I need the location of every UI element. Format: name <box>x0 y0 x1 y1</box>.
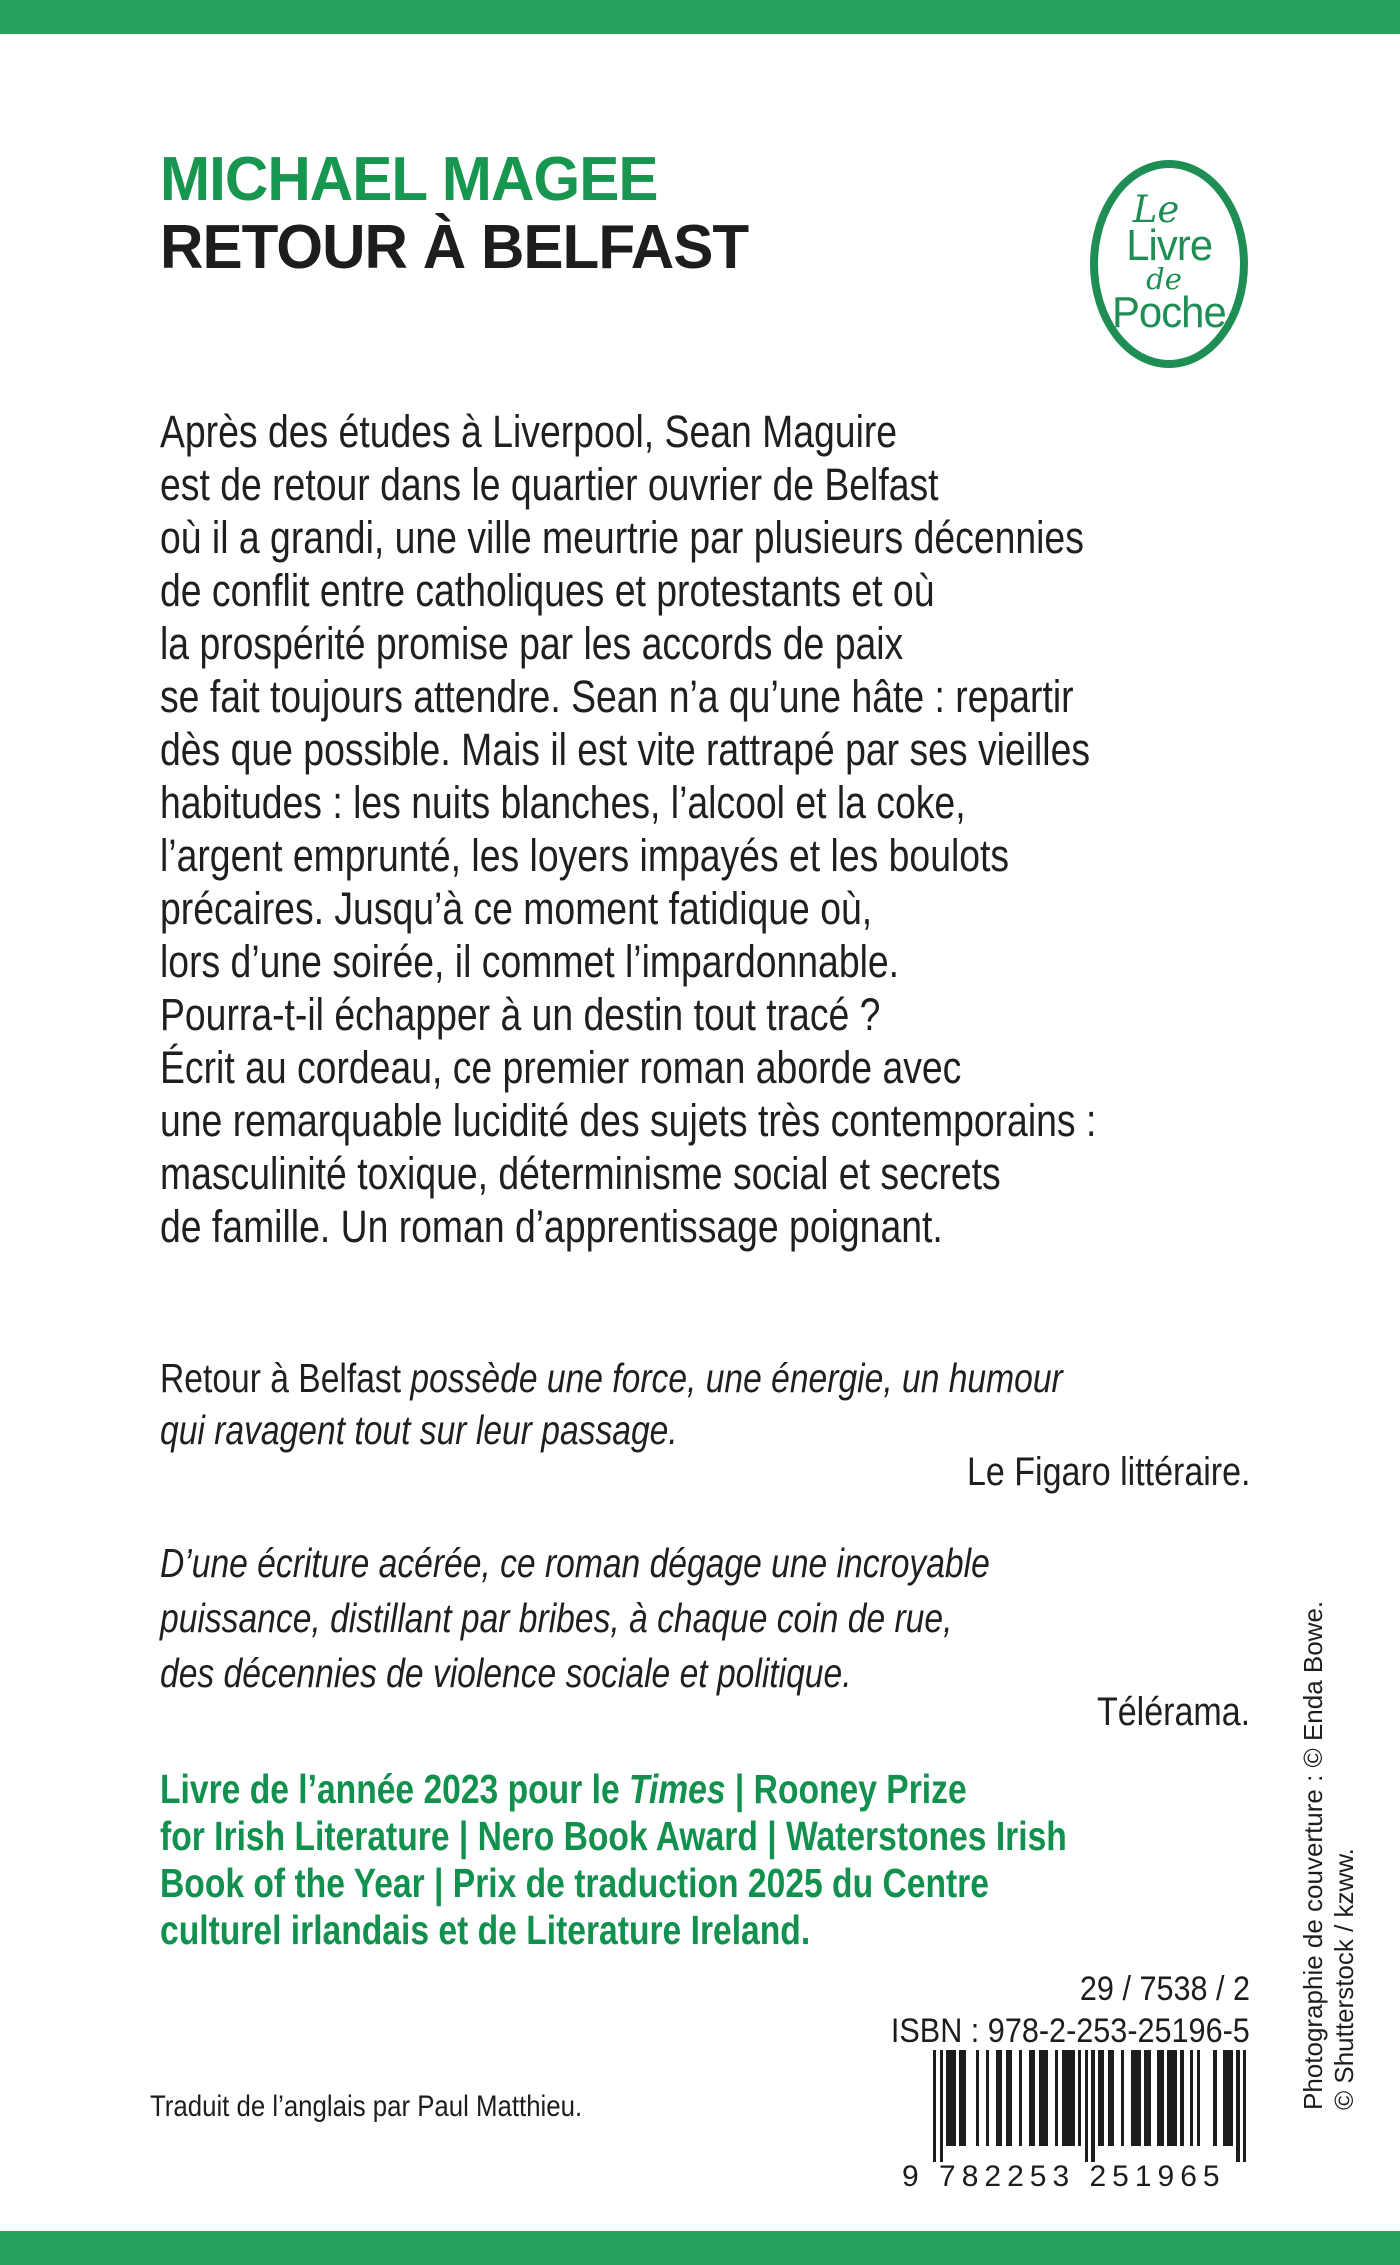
awards-line: for Irish Literature | Nero Book Award | Waterstones Irish <box>160 1813 1067 1859</box>
synopsis-line: l’argent emprunté, les loyers impayés et les boulots <box>160 830 1010 881</box>
synopsis-text <box>160 405 1096 1253</box>
synopsis-line: une remarquable lucidité des sujets très contemporains : <box>160 1095 1097 1146</box>
logo-livre: Livre <box>1126 221 1212 270</box>
synopsis-line: Écrit au cordeau, ce premier roman aborde avec <box>160 1042 962 1093</box>
awards-line <box>160 1766 1067 1813</box>
synopsis-line: précaires. Jusqu’à ce moment fatidique où, <box>160 883 873 934</box>
synopsis-line: de famille. Un roman d’apprentissage poignant. <box>160 1201 943 1252</box>
logo-poche: Poche <box>1112 288 1226 337</box>
printer-code: 29 / 7538 / 2 <box>1079 1970 1250 2008</box>
synopsis-line: se fait toujours attendre. Sean n’a qu’une hâte : repartir <box>160 671 1074 722</box>
press-quote-telerama <box>160 1536 990 1701</box>
book-title: RETOUR À BELFAST <box>160 213 749 282</box>
quote-book-title: Retour à Belfast <box>160 1355 411 1401</box>
ean13-barcode <box>933 2050 1247 2164</box>
synopsis-line: Pourra-t-il échapper à un destin tout tracé ? <box>160 989 881 1040</box>
synopsis-line: la prospérité promise par les accords de paix <box>160 618 904 669</box>
awards-text <box>160 1766 1067 1954</box>
awards-line: culturel irlandais et de Literature Ireland. <box>160 1907 811 1953</box>
synopsis-line: dès que possible. Mais il est vite rattrapé par ses vieilles <box>160 724 1091 775</box>
author-name: MICHAEL MAGEE <box>160 145 658 214</box>
synopsis-line: Après des études à Liverpool, Sean Maguire <box>160 406 898 457</box>
translator-credit: Traduit de l’anglais par Paul Matthieu. <box>150 2090 583 2123</box>
quote-line: D’une écriture acérée, ce roman dégage une incroyable <box>160 1540 990 1586</box>
top-edge-bar <box>0 0 1400 34</box>
awards-times-italic: Times <box>629 1766 726 1812</box>
awards-line: Book of the Year | Prix de traduction 2025 du Centre <box>160 1860 989 1906</box>
logo-le: Le <box>1132 188 1180 231</box>
isbn-number: ISBN : 978-2-253-25196-5 <box>891 2012 1250 2050</box>
synopsis-line: masculinité toxique, déterminisme social et secrets <box>160 1148 1001 1199</box>
cover-photo-credit: Photographie de couverture : © Enda Bowe. <box>1298 1600 1328 2110</box>
barcode-digits: 9 782253 251965 <box>902 2160 1226 2193</box>
synopsis-line: habitudes : les nuits blanches, l’alcool et la coke, <box>160 777 966 828</box>
bottom-edge-bar <box>0 2231 1400 2265</box>
synopsis-line: de conflit entre catholiques et protestants et où <box>160 565 935 616</box>
quote-line: des décennies de violence sociale et politique. <box>160 1650 852 1696</box>
quote-line: qui ravagent tout sur leur passage. <box>160 1407 678 1453</box>
quote-attribution-figaro: Le Figaro littéraire. <box>966 1450 1250 1494</box>
livre-de-poche-logo <box>1090 160 1248 368</box>
quote-line: puissance, distillant par bribes, à chaque coin de rue, <box>160 1595 953 1641</box>
synopsis-line: où il a grandi, une ville meurtrie par plusieurs décennies <box>160 512 1084 563</box>
awards-text-segment: Livre de l’année 2023 pour le <box>160 1766 630 1812</box>
logo-de: de <box>1146 262 1182 296</box>
quote-line <box>160 1352 1063 1404</box>
press-quote-figaro <box>160 1352 1063 1456</box>
synopsis-line: lors d’une soirée, il commet l’impardonnable. <box>160 936 900 987</box>
quote-text: possède une force, une énergie, un humour <box>410 1355 1063 1401</box>
awards-text-segment: | Rooney Prize <box>725 1766 967 1812</box>
agency-credit: © Shutterstock / kzww. <box>1329 1848 1359 2110</box>
quote-attribution-telerama: Télérama. <box>1096 1690 1250 1734</box>
photo-credits-vertical <box>1298 1600 1360 2110</box>
synopsis-line: est de retour dans le quartier ouvrier de Belfast <box>160 459 939 510</box>
